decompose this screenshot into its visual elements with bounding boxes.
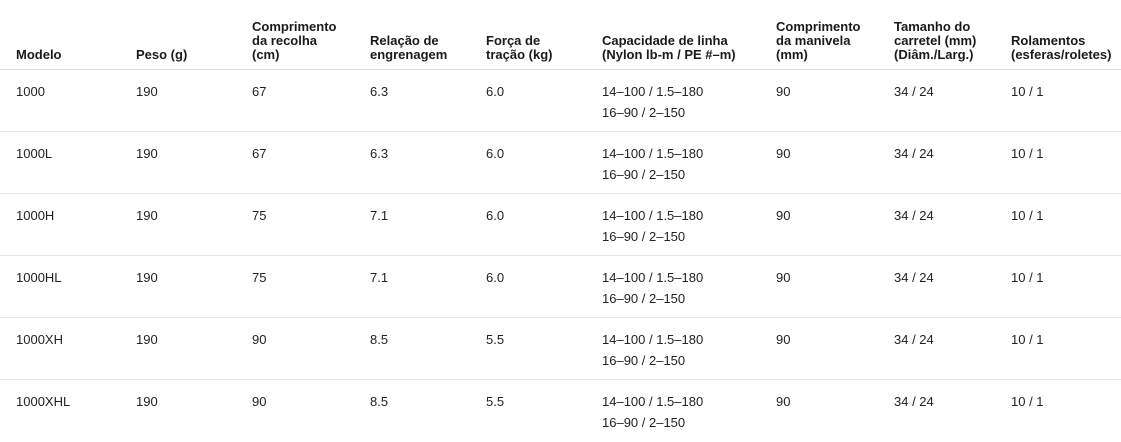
cell-rolamentos: 10 / 1 xyxy=(1011,146,1044,161)
cell-capacidade: 14–100 / 1.5–180 16–90 / 2–150 xyxy=(602,84,704,120)
cell-capacidade: 14–100 / 1.5–180 16–90 / 2–150 xyxy=(602,208,704,244)
header-peso: Peso (g) xyxy=(136,47,188,62)
table-row xyxy=(0,194,1121,256)
cell-relacao: 8.5 xyxy=(370,332,389,347)
cell-modelo: 1000H xyxy=(16,208,55,223)
cell-peso: 190 xyxy=(136,84,158,99)
cell-peso: 190 xyxy=(136,332,158,347)
cell-recolha: 75 xyxy=(252,270,267,285)
cell-carretel: 34 / 24 xyxy=(894,270,934,285)
cell-carretel: 34 / 24 xyxy=(894,332,934,347)
cell-rolamentos: 10 / 1 xyxy=(1011,394,1044,409)
cell-rolamentos: 10 / 1 xyxy=(1011,84,1044,99)
cell-capacidade: 14–100 / 1.5–180 16–90 / 2–150 xyxy=(602,146,704,182)
cell-carretel: 34 / 24 xyxy=(894,208,934,223)
header-comprimento-manivela: Comprimento da manivela (mm) xyxy=(776,19,861,62)
header-comprimento-recolha: Comprimento da recolha (cm) xyxy=(252,19,337,62)
cell-peso: 190 xyxy=(136,146,158,161)
cell-modelo: 1000XH xyxy=(16,332,63,347)
table-row xyxy=(0,318,1121,380)
table-row xyxy=(0,70,1121,132)
cell-modelo: 1000HL xyxy=(16,270,62,285)
header-capacidade-linha: Capacidade de linha (Nylon lb-m / PE #–m) xyxy=(602,33,736,62)
cell-manivela: 90 xyxy=(776,332,791,347)
header-rolamentos: Rolamentos (esferas/roletes) xyxy=(1011,33,1112,62)
cell-forca: 5.5 xyxy=(486,332,505,347)
cell-manivela: 90 xyxy=(776,84,791,99)
table-header xyxy=(0,0,1121,70)
cell-relacao: 8.5 xyxy=(370,394,389,409)
cell-carretel: 34 / 24 xyxy=(894,394,934,409)
cell-peso: 190 xyxy=(136,208,158,223)
cell-manivela: 90 xyxy=(776,394,791,409)
cell-modelo: 1000 xyxy=(16,84,45,99)
cell-recolha: 67 xyxy=(252,84,267,99)
header-modelo: Modelo xyxy=(16,47,62,62)
table-row xyxy=(0,256,1121,318)
cell-carretel: 34 / 24 xyxy=(894,146,934,161)
header-relacao-engrenagem: Relação de engrenagem xyxy=(370,33,448,62)
cell-relacao: 6.3 xyxy=(370,84,389,99)
cell-peso: 190 xyxy=(136,394,158,409)
cell-forca: 6.0 xyxy=(486,270,505,285)
cell-modelo: 1000XHL xyxy=(16,394,71,409)
cell-relacao: 7.1 xyxy=(370,270,389,285)
cell-capacidade: 14–100 / 1.5–180 16–90 / 2–150 xyxy=(602,332,704,368)
cell-recolha: 75 xyxy=(252,208,267,223)
cell-rolamentos: 10 / 1 xyxy=(1011,270,1044,285)
cell-manivela: 90 xyxy=(776,270,791,285)
cell-modelo: 1000L xyxy=(16,146,53,161)
cell-capacidade: 14–100 / 1.5–180 16–90 / 2–150 xyxy=(602,270,704,306)
cell-forca: 6.0 xyxy=(486,208,505,223)
cell-forca: 6.0 xyxy=(486,146,505,161)
cell-manivela: 90 xyxy=(776,146,791,161)
cell-manivela: 90 xyxy=(776,208,791,223)
cell-carretel: 34 / 24 xyxy=(894,84,934,99)
cell-capacidade: 14–100 / 1.5–180 16–90 / 2–150 xyxy=(602,394,704,430)
table-row xyxy=(0,132,1121,194)
header-tamanho-carretel: Tamanho do carretel (mm) (Diâm./Larg.) xyxy=(894,19,977,62)
cell-forca: 6.0 xyxy=(486,84,505,99)
cell-relacao: 6.3 xyxy=(370,146,389,161)
cell-forca: 5.5 xyxy=(486,394,505,409)
cell-recolha: 90 xyxy=(252,332,267,347)
cell-peso: 190 xyxy=(136,270,158,285)
cell-rolamentos: 10 / 1 xyxy=(1011,332,1044,347)
cell-relacao: 7.1 xyxy=(370,208,389,223)
cell-recolha: 67 xyxy=(252,146,267,161)
cell-rolamentos: 10 / 1 xyxy=(1011,208,1044,223)
header-forca-tracao: Força de tração (kg) xyxy=(486,33,553,62)
cell-recolha: 90 xyxy=(252,394,267,409)
